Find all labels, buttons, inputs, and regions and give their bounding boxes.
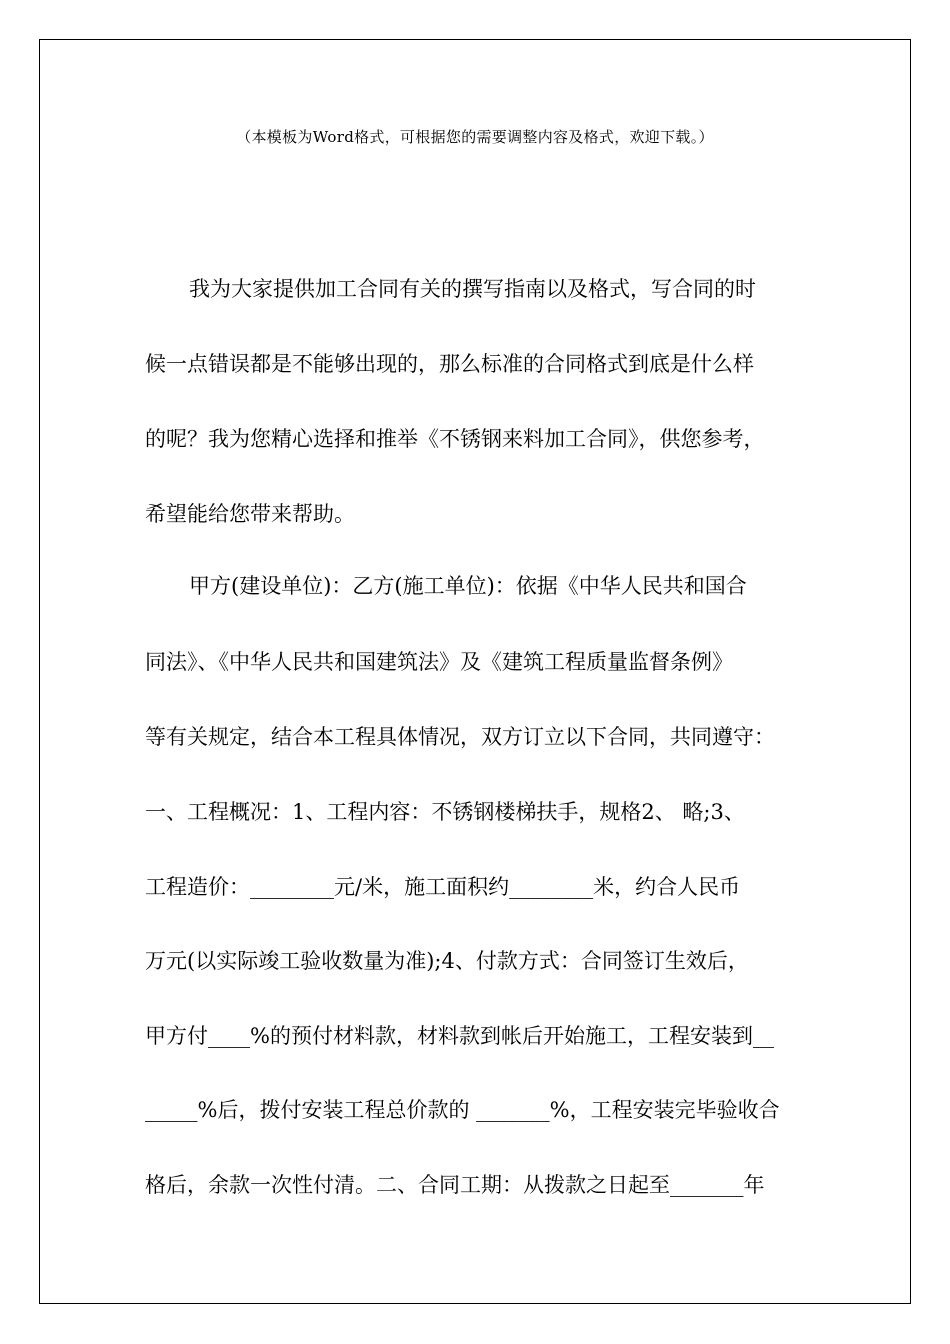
- body-line-7: 等有关规定，结合本工程具体情况，双方订立以下合同，共同遵守：: [145, 725, 775, 749]
- body-line-12: _____%后，拨付安装工程总价款的 _______%，工程安装完毕验收合: [145, 1098, 780, 1122]
- body-line-11: 甲方付____%的预付材料款，材料款到帐后开始施工，工程安装到__: [145, 1024, 774, 1048]
- body-line-6: 同法》、《中华人民共和国建筑法》及《建筑工程质量监督条例》: [145, 650, 733, 674]
- header-note: （本模板为Word格式，可根据您的需要调整内容及格式，欢迎下载。）: [236, 128, 714, 146]
- body-line-8: 一、工程概况：1、工程内容：不锈钢楼梯扶手，规格2、 略;3、: [145, 800, 745, 824]
- body-line-13: 格后，余款一次性付清。二、合同工期：从拨款之日起至_______年: [145, 1173, 765, 1197]
- body-line-5: 甲方(建设单位)：乙方(施工单位)：依据《中华人民共和国合: [189, 574, 747, 598]
- body-line-9: 工程造价：________元/米，施工面积约________米，约合人民币: [145, 875, 741, 899]
- body-line-2: 候一点错误都是不能够出现的，那么标准的合同格式到底是什么样: [145, 352, 754, 376]
- body-line-4: 希望能给您带来帮助。: [145, 502, 355, 526]
- body-line-1: 我为大家提供加工合同有关的撰写指南以及格式，写合同的时: [189, 277, 756, 301]
- body-line-10: 万元(以实际竣工验收数量为准);4、付款方式：合同签订生效后，: [145, 949, 749, 973]
- body-line-3: 的呢？我为您精心选择和推举《不锈钢来料加工合同》，供您参考，: [145, 427, 765, 451]
